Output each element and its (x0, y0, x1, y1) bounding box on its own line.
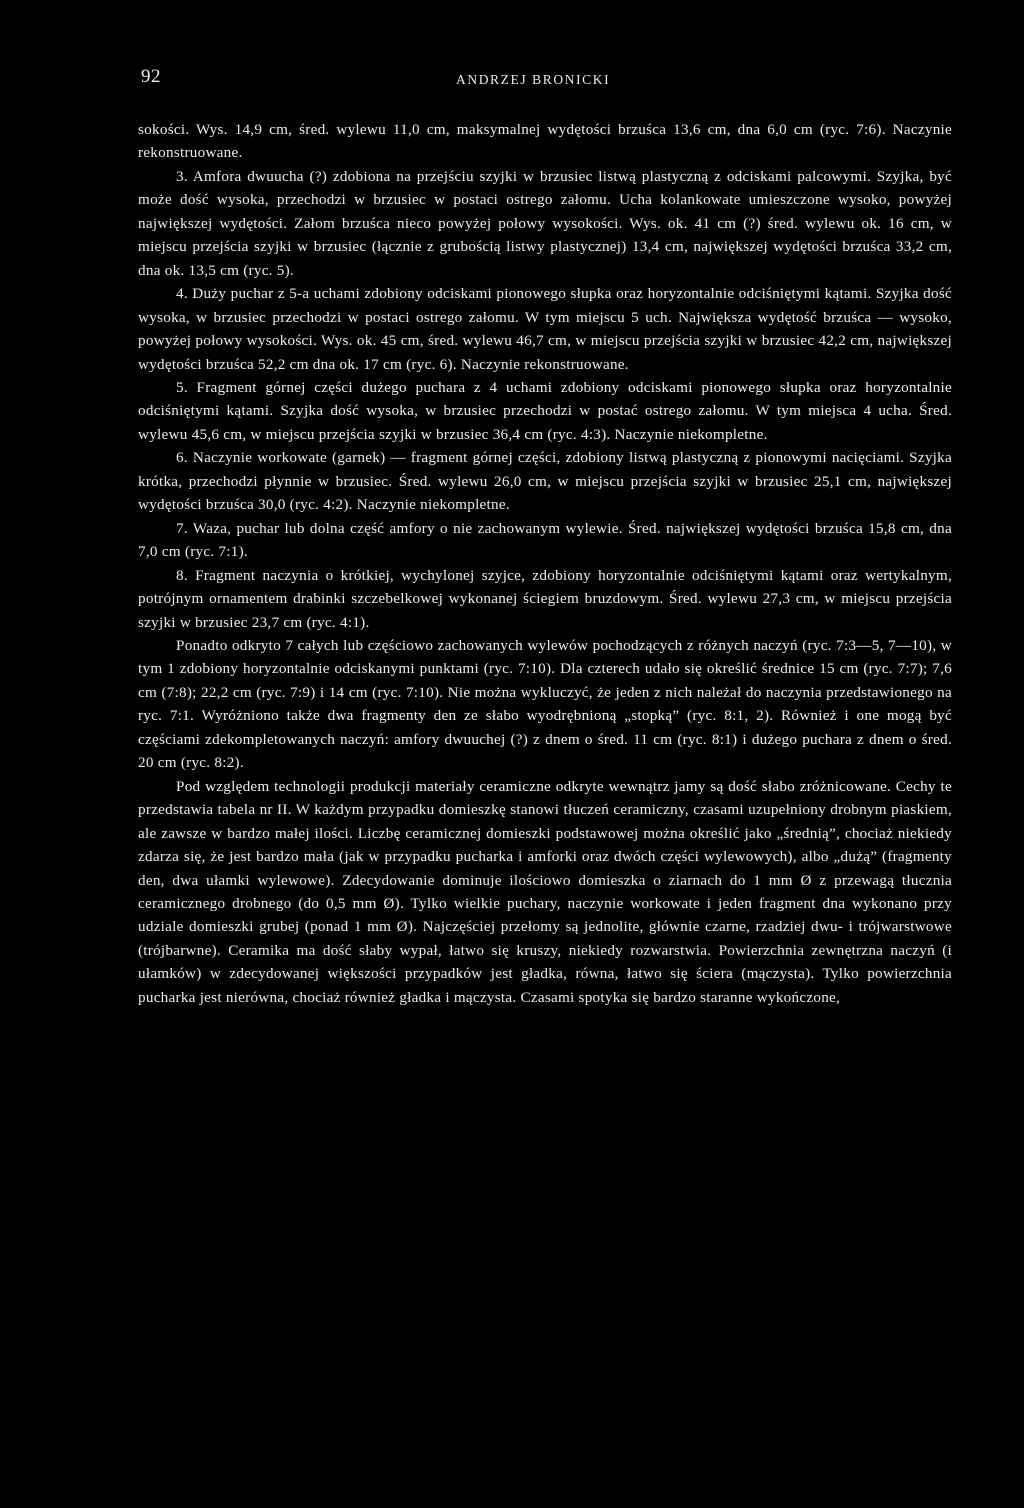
paragraph-item-8: 8. Fragment naczynia o krótkiej, wychylonej szyjce, zdobiony horyzontalnie odciśniętymi kątami oraz wertykalnym, potrójnym ornamentem drabinki szczebelkowej wykonanej ściegiem bruzdowym. Śred. wylewu 27,3 cm, w miejscu przejścia szyjki w brzusiec 23,7 cm (ryc. 4:1). (138, 566, 952, 631)
paragraph-rims: Ponadto odkryto 7 całych lub częściowo zachowanych wylewów pochodzących z różnych naczyń (ryc. 7:3—5, 7—10), w tym 1 zdobiony horyzontalnie odciskanymi punktami (ryc. 7:10). Dla czterech udało się określić średnice 15 cm (ryc. 7:7); 7,6 cm (7:8); 22,2 cm (ryc. 7:9) i 14 cm (ryc. 7:10). Nie można wykluczyć, że jeden z nich należał do naczynia przedstawionego na ryc. 7:1. Wyróżniono także dwa fragmenty den ze słabo wyodrębnioną „stopką” (ryc. 8:1, 2). Również i one mogą być częściami zdekompletowanych naczyń: amfory dwuuchej (?) z dnem o śred. 11 cm (ryc. 8:1) i dużego puchara z dnem o śred. 20 cm (ryc. 8:2). (138, 636, 952, 772)
paragraph-continued: sokości. Wys. 14,9 cm, śred. wylewu 11,0 cm, maksymalnej wydętości brzuśca 13,6 cm, dna 6,0 cm (ryc. 7:6). Naczynie rekonstruowane. (138, 121, 952, 162)
page-number: 92 (141, 66, 161, 87)
paragraph-item-6: 6. Naczynie workowate (garnek) — fragment górnej części, zdobiony listwą plastyczną z pionowymi nacięciami. Szyjka krótka, przechodzi płynnie w brzusiec. Śred. wylewu 26,0 cm, w miejscu przejścia szyjki w brzusiec 25,1 cm, największej wydętości brzuśca 30,0 (ryc. 4:2). Naczynie niekompletne. (138, 449, 952, 514)
paragraph-item-3: 3. Amfora dwuucha (?) zdobiona na przejściu szyjki w brzusiec listwą plastyczną z odciskami palcowymi. Szyjka, być może dość wysoka, przechodzi w brzusiec w postaci ostrego załomu. Ucha kolankowate umieszczone wysoko, powyżej największej wydętości. Załom brzuśca nieco powyżej połowy wysokości. Wys. ok. 41 cm (?) śred. wylewu ok. 16 cm, w miejscu przejścia szyjki w brzusiec (łącznie z grubością listwy plastycznej) 13,4 cm, największej wydętości brzuśca 33,2 cm, dna ok. 13,5 cm (ryc. 5). (138, 167, 952, 279)
paragraph-technology: Pod względem technologii produkcji materiały ceramiczne odkryte wewnątrz jamy są dość słabo zróżnicowane. Cechy te przedstawia tabela nr II. W każdym przypadku domieszkę stanowi tłuczeń ceramiczny, czasami uzupełniony drobnym piaskiem, ale zawsze w bardzo małej ilości. Liczbę ceramicznej domieszki podstawowej można określić jako „średnią”, chociaż niekiedy zdarza się, że jest bardzo mała (jak w przypadku pucharka i amforki oraz dwóch części wylewowych), albo „dużą” (fragmenty den, dwa ułamki wylewowe). Zdecydowanie dominuje ilościowo domieszka o ziarnach do 1 mm Ø z przewagą tłucznia ceramicznego drobnego (do 0,5 mm Ø). Tylko wielkie puchary, naczynie workowate i jeden fragment dna wykonano przy udziale domieszki grubej (ponad 1 mm Ø). Najczęściej przełomy są jednolite, głównie czarne, rzadziej dwu- i trójwarstwowe (trójbarwne). Ceramika ma dość słaby wypał, łatwo się kruszy, niekiedy rozwarstwia. Powierzchnia zewnętrzna naczyń (i ułamków) w zdecydowanej większości przypadków jest gładka, równa, łatwo się ściera (mączysta). Tylko powierzchnia pucharka jest nierówna, chociaż również gładka i mączysta. Czasami spotyka się bardzo staranne wykończone, (138, 777, 952, 1006)
page-header (141, 66, 953, 94)
running-head-author: ANDRZEJ BRONICKI (456, 72, 611, 87)
paragraph-item-7: 7. Waza, puchar lub dolna część amfory o nie zachowanym wylewie. Śred. największej wydętości brzuśca 15,8 cm, dna 7,0 cm (ryc. 7:1). (138, 519, 952, 561)
paragraph-item-4: 4. Duży puchar z 5-a uchami zdobiony odciskami pionowego słupka oraz horyzontalnie odciśniętymi kątami. Szyjka dość wysoka, w brzusiec przechodzi w postaci ostrego załomu. W tym miejscu 5 uch. Największa wydętość brzuśca — wysoko, powyżej połowy wysokości. Wys. ok. 45 cm, śred. wylewu 46,7 cm, w miejscu przejścia szyjki w brzusiec 42,2 cm, największej wydętości brzuśca 52,2 cm dna ok. 17 cm (ryc. 6). Naczynie rekonstruowane. (138, 285, 952, 373)
paragraph-item-5: 5. Fragment górnej części dużego puchara z 4 uchami zdobiony odciskami pionowego słupka oraz horyzontalnie odciśniętymi kątami. Szyjka dość wysoka, w brzusiec przechodzi w postać ostrego załomu. W tym miejsca 4 ucha. Śred. wylewu 45,6 cm, w miejscu przejścia szyjki w brzusiec 36,4 cm (ryc. 4:3). Naczynie niekompletne. (138, 378, 952, 443)
body-text (138, 118, 952, 1009)
